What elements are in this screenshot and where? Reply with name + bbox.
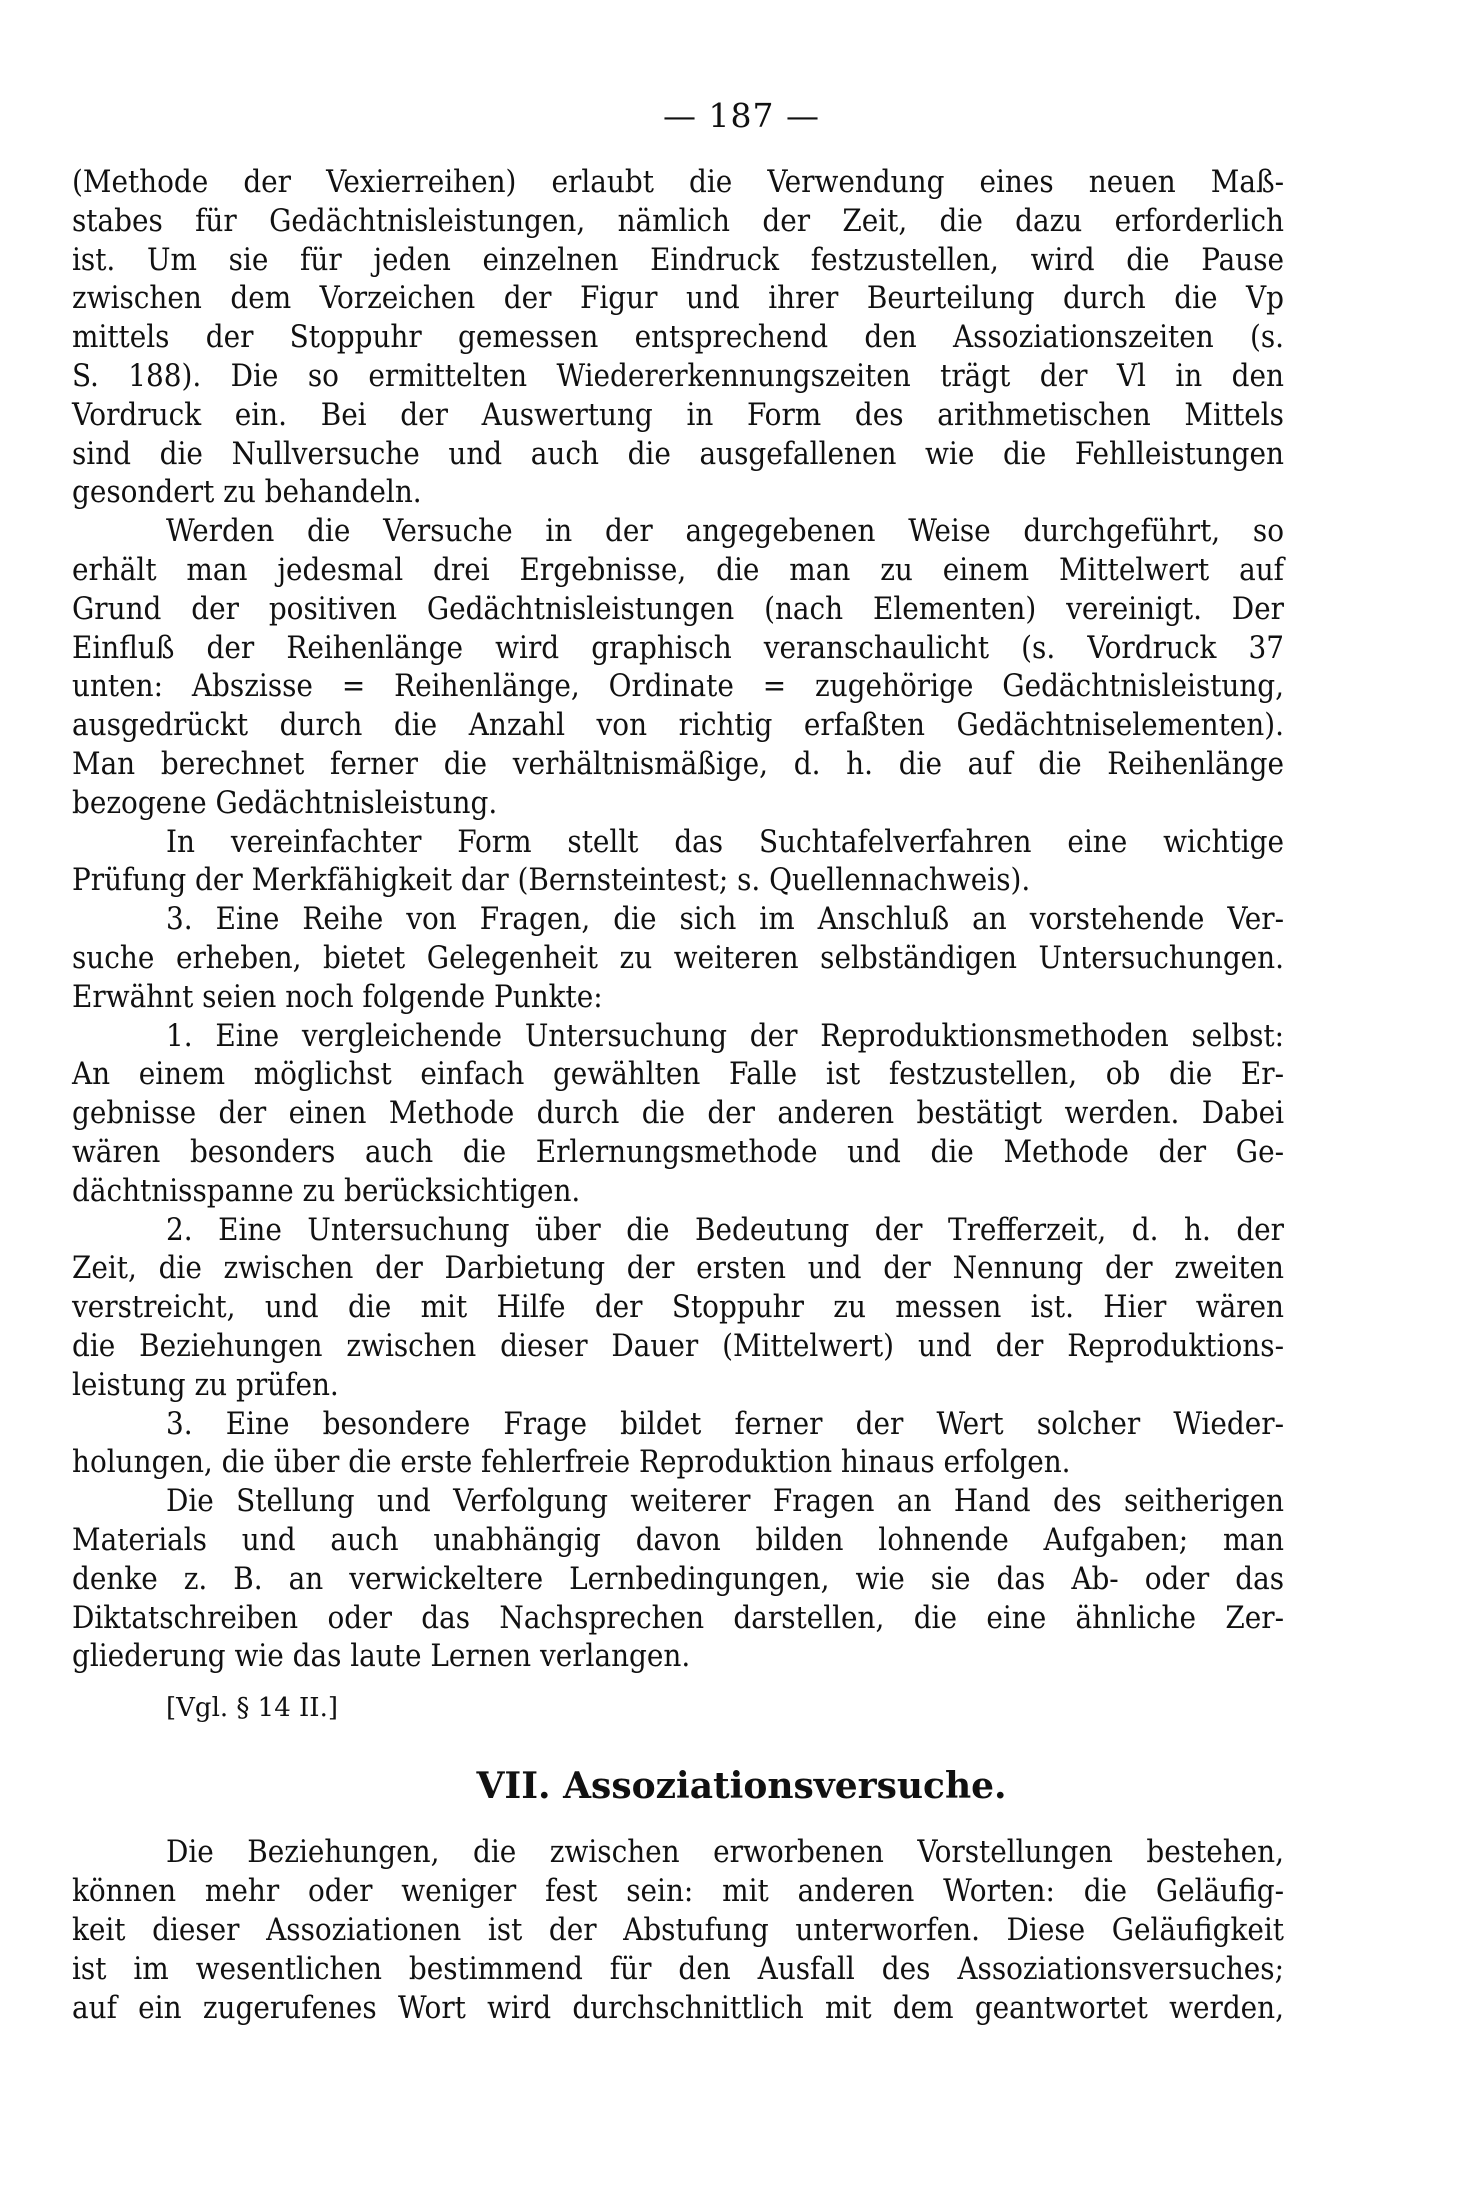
text-line: sind die Nullversuche und auch die ausgefallenen wie die Fehlleistungen xyxy=(72,435,1284,472)
text-line: Grund der positiven Gedächtnisleistungen (nach Elementen) vereinigt. Der xyxy=(72,590,1284,627)
text-line: Zeit, die zwischen der Darbietung der ersten und der Nennung der zweiten xyxy=(72,1250,1284,1287)
text-line: 1. Eine vergleichende Untersuchung der Reproduktionsmethoden selbst: xyxy=(166,1017,1284,1054)
page-number: — 187 — xyxy=(663,96,820,135)
text-line: Werden die Versuche in der angegebenen Weise durchgeführt, so xyxy=(166,513,1284,550)
text-line: bezogene Gedächtnisleistung. xyxy=(72,784,498,821)
text-line: Man berechnet ferner die verhältnismäßige, d. h. die auf die Reihenlänge xyxy=(72,746,1284,782)
text-line: Prüfung der Merkfähigkeit dar (Bernsteintest; s. Quellennachweis). xyxy=(72,862,1031,899)
text-line: können mehr oder weniger fest sein: mit anderen Worten: die Geläufig- xyxy=(72,1873,1284,1909)
text-line: auf ein zugerufenes Wort wird durchschnittlich mit dem geantwortet werden, xyxy=(72,1990,1284,2026)
text-line: 2. Eine Untersuchung über die Bedeutung der Trefferzeit, d. h. der xyxy=(166,1211,1284,1248)
text-line: Die Stellung und Verfolgung weiterer Fragen an Hand des seitherigen xyxy=(166,1483,1284,1520)
section-heading: VII. Assoziationsversuche. xyxy=(476,1765,1007,1807)
text-line: verstreicht, und die mit Hilfe der Stoppuhr zu messen ist. Hier wären xyxy=(72,1289,1284,1326)
text-line: In vereinfachter Form stellt das Suchtafelverfahren eine wichtige xyxy=(166,823,1284,860)
text-line: stabes für Gedächtnisleistungen, nämlich der Zeit, die dazu erforderlich xyxy=(72,202,1284,239)
text-line: ausgedrückt durch die Anzahl von richtig erfaßten Gedächtniselementen). xyxy=(72,707,1284,744)
text-line: 3. Eine besondere Frage bildet ferner der Wert solcher Wieder- xyxy=(166,1405,1284,1442)
text-line: zwischen dem Vorzeichen der Figur und ihrer Beurteilung durch die Vp xyxy=(72,280,1284,317)
text-line: Die Beziehungen, die zwischen erworbenen Vorstellungen bestehen, xyxy=(166,1834,1284,1870)
text-line: Erwähnt seien noch folgende Punkte: xyxy=(72,978,603,1015)
text-line: Diktatschreiben oder das Nachsprechen darstellen, die eine ähnliche Zer- xyxy=(72,1599,1284,1636)
text-line: keit dieser Assoziationen ist der Abstufung unterworfen. Diese Geläufigkeit xyxy=(72,1912,1284,1948)
text-line: mittels der Stoppuhr gemessen entsprechend den Assoziationszeiten (s. xyxy=(72,319,1284,356)
text-line: gliederung wie das laute Lernen verlangen. xyxy=(72,1638,691,1675)
text-line: holungen, die über die erste fehlerfreie Reproduktion hinaus erfolgen. xyxy=(72,1444,1071,1481)
text-line: die Beziehungen zwischen dieser Dauer (Mittelwert) und der Reproduktions- xyxy=(72,1328,1284,1364)
text-line: ist im wesentlichen bestimmend für den Ausfall des Assoziationsversuches; xyxy=(72,1951,1284,1987)
text-line: erhält man jedesmal drei Ergebnisse, die man zu einem Mittelwert auf xyxy=(72,552,1284,588)
text-line: S. 188). Die so ermittelten Wiedererkennungszeiten trägt der Vl in den xyxy=(72,358,1284,394)
text-line: gesondert zu behandeln. xyxy=(72,474,422,511)
cross-reference: [Vgl. § 14 II.] xyxy=(166,1693,338,1723)
text-line: Einfluß der Reihenlänge wird graphisch veranschaulicht (s. Vordruck 37 xyxy=(72,629,1284,666)
text-line: Materials und auch unabhängig davon bilden lohnende Aufgaben; man xyxy=(72,1522,1284,1558)
text-line: wären besonders auch die Erlernungsmethode und die Methode der Ge- xyxy=(72,1134,1284,1170)
text-line: denke z. B. an verwickeltere Lernbedingungen, wie sie das Ab- oder das xyxy=(72,1560,1284,1597)
text-line: dächtnisspanne zu berücksichtigen. xyxy=(72,1172,581,1209)
text-line: suche erheben, bietet Gelegenheit zu weiteren selbständigen Untersuchungen. xyxy=(72,940,1284,976)
text-line: ist. Um sie für jeden einzelnen Eindruck festzustellen, wird die Pause xyxy=(72,241,1284,278)
text-line: An einem möglichst einfach gewählten Falle ist festzustellen, ob die Er- xyxy=(72,1056,1284,1093)
text-line: unten: Abszisse = Reihenlänge, Ordinate = zugehörige Gedächtnisleistung, xyxy=(72,668,1284,705)
text-line: Vordruck ein. Bei der Auswertung in Form des arithmetischen Mittels xyxy=(72,396,1284,433)
text-line: gebnisse der einen Methode durch die der anderen bestätigt werden. Dabei xyxy=(72,1095,1284,1132)
text-line: 3. Eine Reihe von Fragen, die sich im Anschluß an vorstehende Ver- xyxy=(166,901,1284,938)
text-line: leistung zu prüfen. xyxy=(72,1366,339,1403)
text-line: (Methode der Vexierreihen) erlaubt die Verwendung eines neuen Maß- xyxy=(72,164,1284,200)
